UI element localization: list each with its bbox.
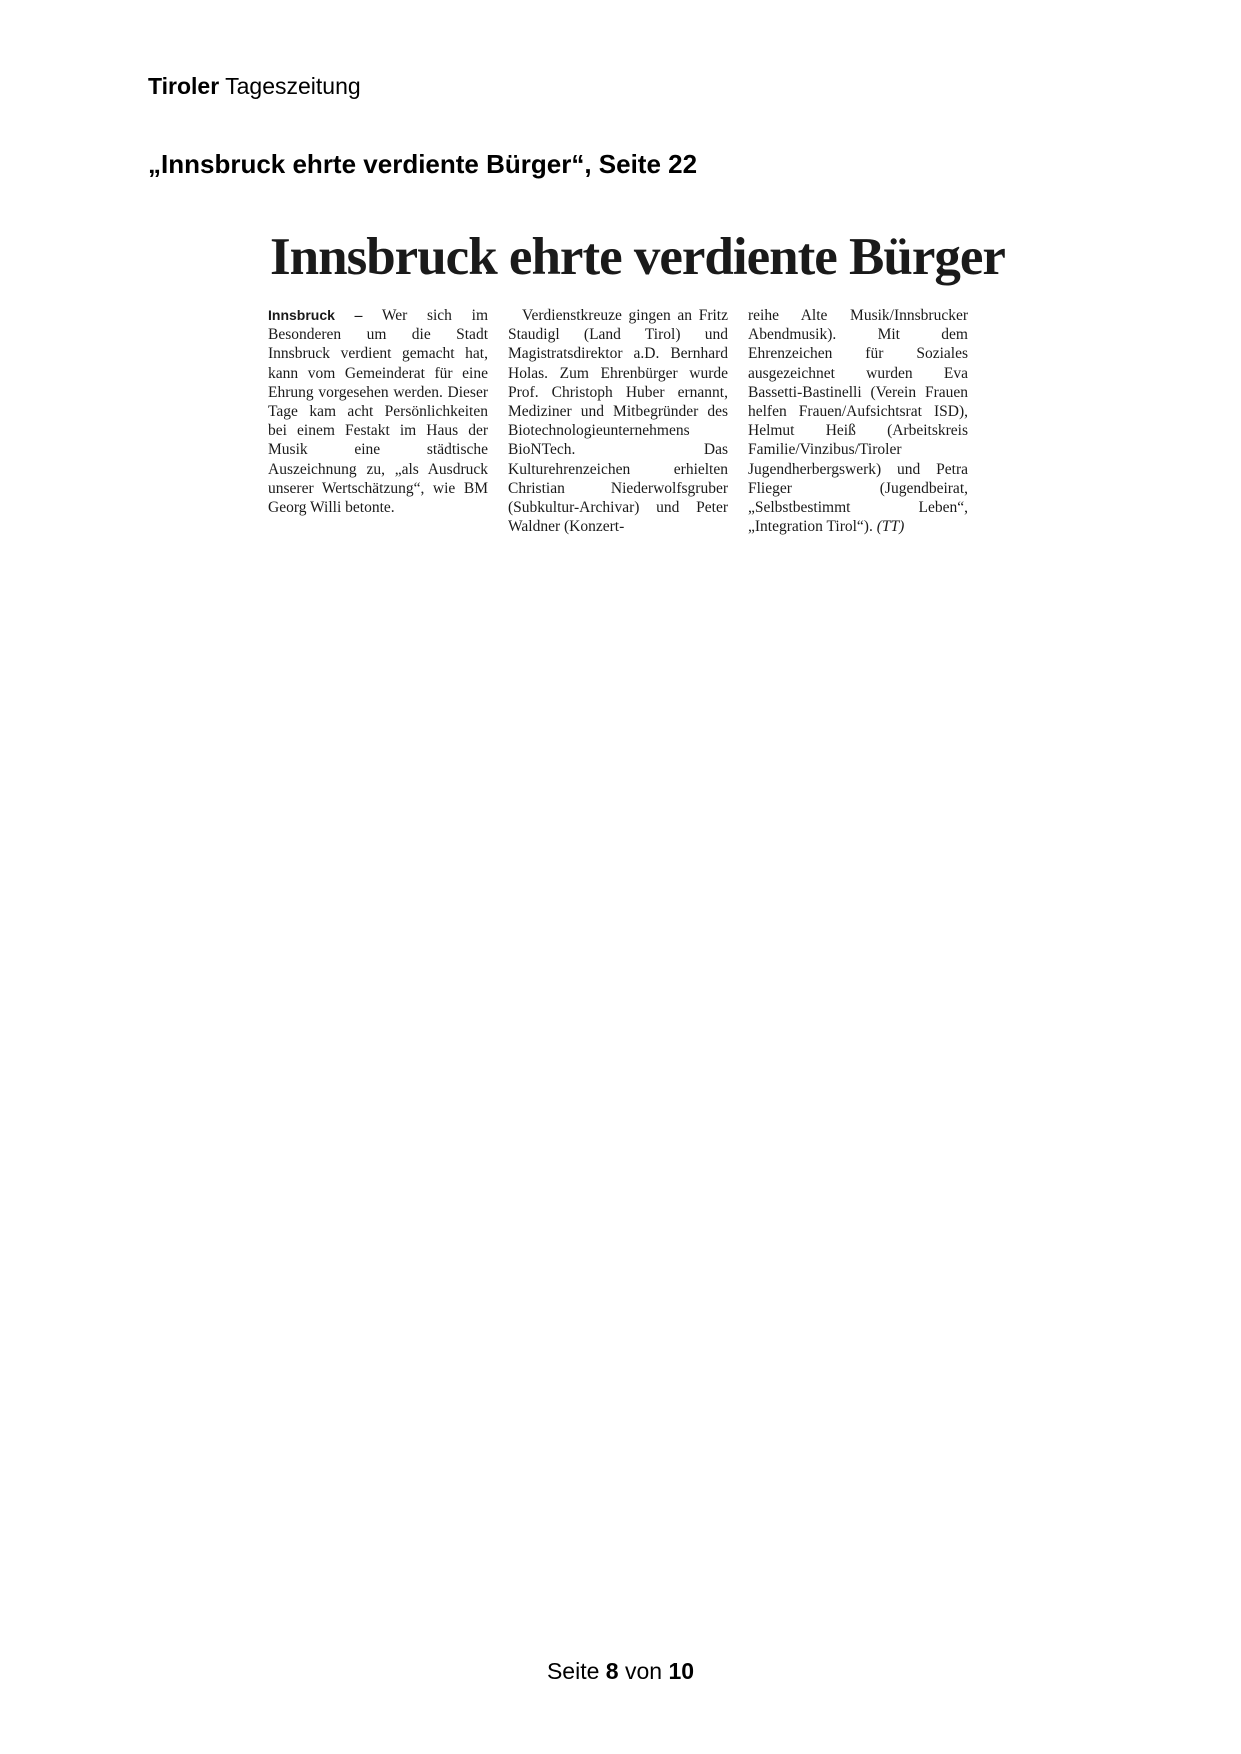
page-prefix: Seite [546,1658,600,1684]
page-total: 10 [668,1658,695,1684]
publication-name-bold: Tiroler [148,73,220,99]
publication-name [148,72,361,100]
article-column-3 [748,306,968,536]
column-2-text: Verdienstkreuze gingen an Fritz Staudigl (Land Tirol) und Magistratsdirektor a.D. Bernhard Holas. Zum Ehrenbürger wurde Prof. Christoph Huber ernannt, Mediziner und Mitbegründer des Biotechnologieunternehmens BioNTech. Das Kulturehrenzeichen erhielten Christian Niederwolfsgruber (Subkultur-Archivar) und Peter Waldner (Konzert- [508,307,728,536]
article-clipping [268,228,1005,536]
publication-name-rest: Tageszeitung [225,73,361,99]
article-columns [268,306,968,536]
dateline-dash: – [354,307,363,324]
article-column-2 [508,306,728,536]
article-column-1 [268,306,488,536]
column-3-text: reihe Alte Musik/Innsbrucker Abendmusik). Mit dem Ehrenzeichen für Soziales ausgezeichnet wurden Eva Bassetti-Bastinelli (Verein Frauen helfen Frauen/Aufsichtsrat ISD), Helmut Heiß (Arbeitskreis Familie/Vinzibus/Tiroler Jugendherbergswerk) und Petra Flieger (Jugendbeirat, „Selbstbestimmt Leben“, „Integration Tirol“). [748,307,968,536]
column-1-text: Wer sich im Besonderen um die Stadt Innsbruck verdient gemacht hat, kann vom Gemeinderat für eine Ehrung vorgesehen werden. Dieser Tage kam acht Persönlichkeiten bei einem Festakt im Haus der Musik eine städtische Auszeichnung zu, „als Ausdruck unserer Wertschätzung“, wie BM Georg Willi betonte. [268,307,488,517]
article-dateline: Innsbruck [268,307,335,323]
clip-title: „Innsbruck ehrte verdiente Bürger“, Seite 22 [148,149,698,179]
page-current: 8 [605,1658,619,1684]
page-number [0,1657,1241,1685]
article-headline: Innsbruck ehrte verdiente Bürger [270,228,1005,286]
page-separator: von [624,1658,663,1684]
article-credit: (TT) [876,518,905,536]
